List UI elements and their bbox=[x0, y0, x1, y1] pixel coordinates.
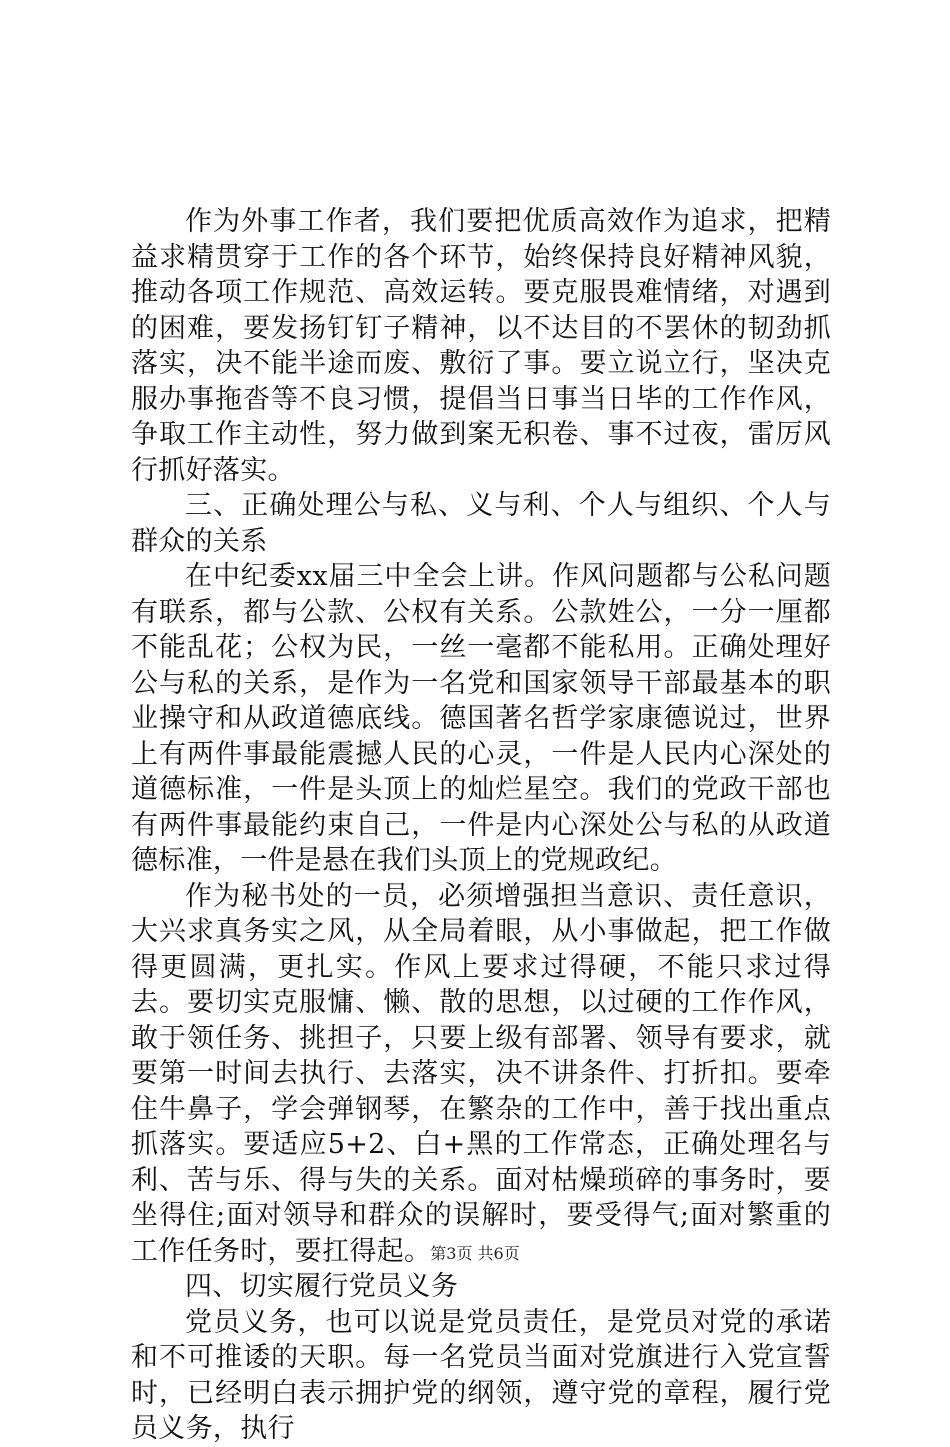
page-footer bbox=[0, 1244, 950, 1264]
paragraph-secretariat: 作为秘书处的一员，必须增强担当意识、责任意识，大兴求真务实之风，从全局着眼，从小事做起，把工作做得更圆满，更扎实。作风上要求过得硬，不能只求过得去。要切实克服慵、懒、散的思想，以过硬的工作作风，敢于领任务、挑担子，只要上级有部署、领导有要求，就要第一时间去执行、去落实，决不讲条件、打折扣。要牵住牛鼻子，学会弹钢琴，在繁杂的工作中，善于找出重点抓落实。要适应5+2、白+黑的工作常态，正确处理名与利、苦与乐、得与失的关系。面对枯燥琐碎的事务时，要坐得住;面对领导和群众的误解时，要受得气;面对繁重的工作任务时，要扛得起。 bbox=[131, 880, 831, 1267]
section-heading-three: 三、正确处理公与私、义与利、个人与组织、个人与群众的关系 bbox=[131, 490, 831, 557]
paragraph-public-private: 在中纪委xx届三中全会上讲。作风问题都与公私问题有联系，都与公款、公权有关系。公款姓公，一分一厘都不能乱花；公权为民，一丝一毫都不能私用。正确处理好公与私的关系，是作为一名党和国家领导干部最基本的职业操守和从政道德底线。德国著名哲学家康德说过，世界上有两件事最能震撼人民的心灵，一件是人民内心深处的道德标准，一件是头顶上的灿烂星空。我们的党政干部也有两件事最能约束自己，一件是内心深处公与私的从政道德标准，一件是悬在我们头顶上的党规政纪。 bbox=[131, 561, 831, 876]
paragraph-party-duties: 党员义务，也可以说是党员责任，是党员对党的承诺和不可推诿的天职。每一名党员当面对党旗进行入党宣誓时，已经明白表示拥护党的纲领，遵守党的章程，履行党员义务，执行 bbox=[131, 1306, 831, 1444]
paragraph-quality-efficiency: 作为外事工作者，我们要把优质高效作为追求，把精益求精贯穿于工作的各个环节，始终保持良好精神风貌，推动各项工作规范、高效运转。要克服畏难情绪，对遇到的困难，要发扬钉钉子精神，以不达目的不罢休的韧劲抓落实，决不能半途而废、敷衍了事。要立说立行，坚决克服办事拖沓等不良习惯，提倡当日事当日毕的工作作风，争取工作主动性，努力做到案无积卷、事不过夜，雷厉风行抓好落实。 bbox=[131, 206, 831, 486]
section-heading-four: 四、切实履行党员义务 bbox=[185, 1271, 458, 1302]
page-number-label: 第3页 共6页 bbox=[430, 1244, 520, 1263]
